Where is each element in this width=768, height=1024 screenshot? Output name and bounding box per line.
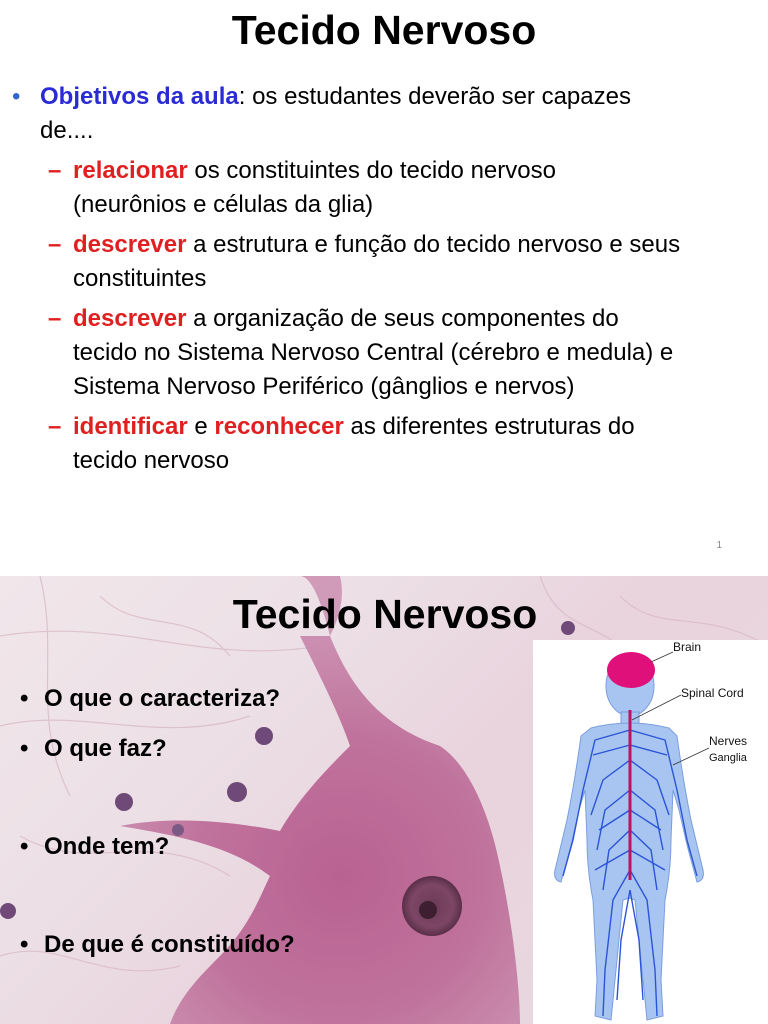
question-text: O que faz? (44, 735, 167, 762)
objectives-text-1: os estudantes deverão ser capazes (245, 83, 631, 110)
bullet-icon: • (12, 83, 21, 110)
dash-icon: – (48, 157, 62, 184)
slide-1-body (12, 80, 760, 478)
objective-text: tecido no Sistema Nervoso Central (cérebro e medula) e (73, 339, 674, 366)
objectives-label: Objetivos da aula (40, 83, 239, 110)
slide-number: 1 (716, 540, 722, 551)
objective-verb: relacionar (73, 157, 188, 184)
objective-verb: descrever (73, 305, 187, 332)
objective-item (12, 154, 760, 222)
question-item (20, 831, 169, 863)
brain-shape (607, 652, 655, 688)
ganglia-label: Ganglia (709, 752, 747, 764)
nervous-system-diagram (533, 640, 768, 1024)
objectives-colon: : (238, 83, 246, 110)
dash-icon: – (48, 231, 62, 258)
objective-text: os constituintes do tecido nervoso (187, 157, 556, 184)
slide-2-title: Tecido Nervoso (232, 591, 538, 637)
objective-text: as diferentes estruturas do (343, 413, 635, 440)
objective-text: tecido nervoso (73, 447, 230, 474)
bullet-icon: • (20, 931, 29, 958)
objective-text: a estrutura e função do tecido nervoso e seus (186, 231, 681, 258)
question-text: O que o caracteriza? (44, 685, 281, 712)
bullet-icon: • (20, 735, 29, 762)
question-text: De que é constituído? (44, 931, 295, 958)
bullet-icon: • (20, 833, 29, 860)
objective-text: a organização de seus componentes do (186, 305, 619, 332)
objectives-text-2: de.... (40, 117, 94, 144)
objective-text: Sistema Nervoso Periférico (gânglios e nervos) (73, 373, 575, 400)
dash-icon: – (48, 413, 62, 440)
objective-item (12, 302, 760, 404)
question-text: Onde tem? (44, 833, 170, 860)
nerves-label: Nerves (709, 734, 748, 748)
spinal-cord-label: Spinal Cord (681, 686, 744, 700)
slide-1-title: Tecido Nervoso (231, 7, 537, 53)
objective-text: constituintes (73, 265, 207, 292)
dash-icon: – (48, 305, 62, 332)
objective-item (12, 410, 760, 478)
objective-text: (neurônios e células da glia) (73, 191, 374, 218)
objective-item (12, 228, 760, 296)
question-item (20, 733, 167, 765)
brain-label: Brain (673, 640, 702, 654)
objective-verb: descrever (73, 231, 187, 258)
question-item (20, 929, 295, 961)
slide-2 (0, 576, 768, 1024)
objectives-bullet (12, 80, 760, 148)
question-item (20, 683, 280, 715)
bullet-icon: • (20, 685, 29, 712)
objective-verb: identificar (73, 413, 188, 440)
objective-text: e (187, 413, 215, 440)
objective-verb-2: reconhecer (214, 413, 344, 440)
